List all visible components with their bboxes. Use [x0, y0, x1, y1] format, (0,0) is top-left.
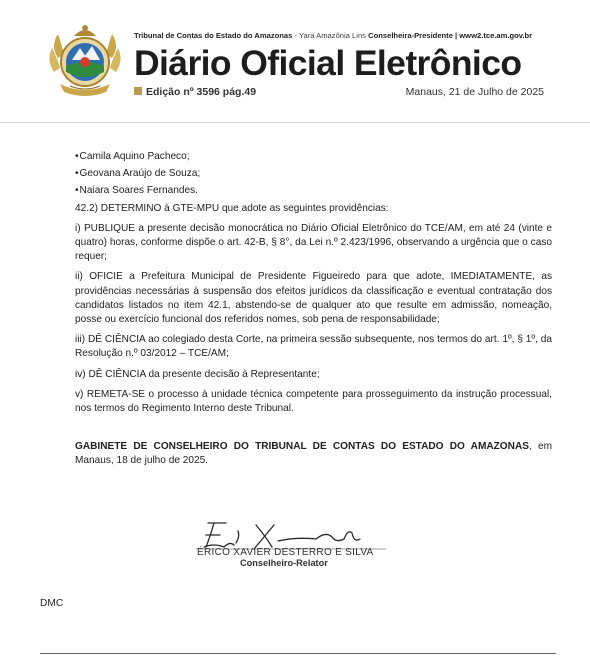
- bullet-icon: •: [75, 185, 79, 197]
- publication-title: Diário Oficial Eletrônico: [134, 43, 522, 83]
- paragraph-item-ii: ii) OFICIE a Prefeitura Municipal de Presidente Figueiredo para que adote, IMEDIATAMENTE, as providências necessárias à suspensão dos efeitos jurídicos da classificação e eventual contratação dos candidatos listados no item 42.1, abstendo-se de qualquer ato que resulte em admissão, nomeação, posse ou exercício funcional dos referidos nomes, sob pena de responsabilidade;: [75, 271, 552, 326]
- list-item-text: Naiara Soares Fernandes.: [79, 185, 198, 197]
- list-item: [75, 184, 552, 198]
- paragraph-item-iv: iv) DÊ CIÊNCIA da presente decisão à Representante;: [75, 368, 320, 380]
- list-item-text: Geovana Araújo de Souza;: [79, 168, 201, 180]
- header-divider: [0, 122, 590, 123]
- author-initials: DMC: [40, 598, 64, 609]
- list-item: [75, 150, 552, 164]
- institution-name: Tribunal de Contas do Estado do Amazonas: [134, 31, 293, 40]
- counselor-name: - Yara Amazônia Lins: [294, 31, 366, 40]
- counselor-role-and-site: Conselheira-Presidente | www2.tce.am.gov.br: [368, 31, 533, 40]
- list-item-text: Camila Aquino Pacheco;: [79, 151, 190, 162]
- coat-of-arms-icon: [44, 20, 126, 100]
- edition-label: Edição nº 3596 pág.49: [146, 86, 257, 98]
- paragraph-item-iii: iii) DÊ CIÊNCIA ao colegiado desta Corte, na primeira sessão subsequente, nos termos do art. 1º, § 1º, da Resolução n.º 03/2012 – TCE/AM;: [75, 334, 552, 360]
- bullet-icon: •: [75, 151, 79, 162]
- document-body: [75, 150, 552, 469]
- edition-info: [134, 86, 256, 98]
- closing-location-date: , em Manaus, 18 de julho de 2025.: [75, 441, 552, 467]
- bullet-icon: •: [75, 168, 79, 180]
- edition-bar: [134, 86, 544, 100]
- signer-name: ÉRICO XAVIER DESTERRO E SILVA: [197, 547, 374, 558]
- publication-date: Manaus, 21 de Julho de 2025: [405, 86, 544, 98]
- paragraph-determination: 42.2) DETERMINO à GTE-MPU que adote as seguintes providências:: [75, 202, 389, 214]
- signer-role: Conselheiro-Relator: [240, 558, 328, 568]
- paragraph-item-i: i) PUBLIQUE a presente decisão monocrática no Diário Oficial Eletrônico do TCE/AM, em até 24 (vinte e quatro) horas, conforme dispõe o art. 42-B, § 8°, da Lei n.º 2.423/1996, observando a urgência que o caso requer;: [75, 222, 552, 263]
- closing-paragraph: [75, 440, 552, 468]
- footer-divider: [40, 653, 556, 654]
- square-bullet-icon: [134, 87, 142, 95]
- closing-office: GABINETE DE CONSELHEIRO DO TRIBUNAL DE CONTAS DO ESTADO DO AMAZONAS: [75, 441, 529, 453]
- paragraph-item-v: v) REMETA-SE o processo à unidade técnica competente para prosseguimento da instrução processual, nos termos do Regimento Interno deste Tribunal.: [75, 388, 552, 415]
- page-header: [0, 0, 590, 122]
- list-item: [75, 167, 552, 181]
